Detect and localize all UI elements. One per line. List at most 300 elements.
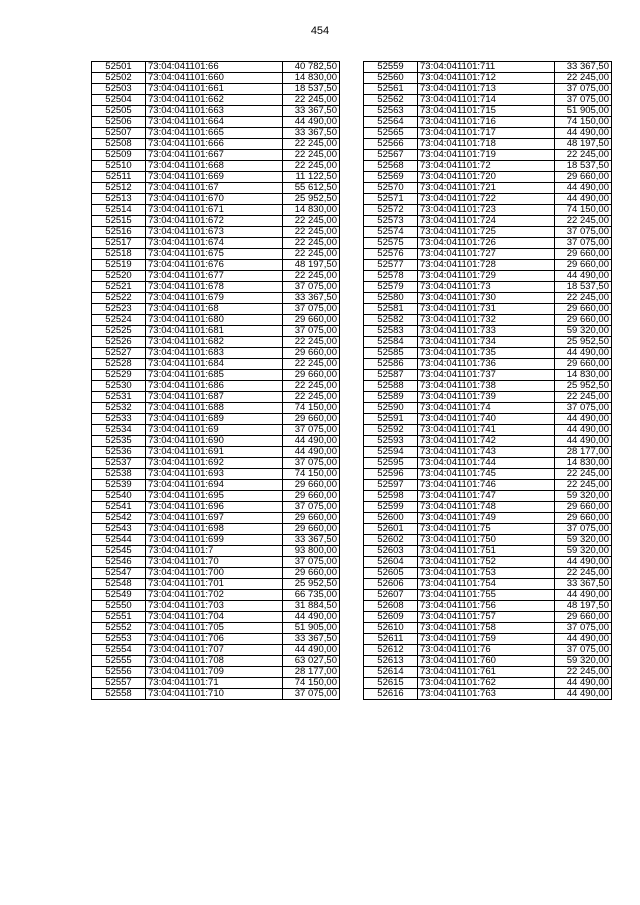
amount-cell: 29 660,00 <box>555 359 612 370</box>
amount-cell: 22 245,00 <box>283 381 340 392</box>
table-row <box>364 381 612 392</box>
row-number-cell: 52514 <box>92 205 146 216</box>
amount-cell: 33 367,50 <box>283 106 340 117</box>
table-row <box>364 502 612 513</box>
cadastral-number-cell: 73:04:041101:668 <box>146 161 283 172</box>
table-row <box>92 480 340 491</box>
table-row <box>92 546 340 557</box>
row-number-cell: 52538 <box>92 469 146 480</box>
cadastral-number-cell: 73:04:041101:663 <box>146 106 283 117</box>
amount-cell: 40 782,50 <box>283 62 340 73</box>
cadastral-number-cell: 73:04:041101:665 <box>146 128 283 139</box>
row-number-cell: 52596 <box>364 469 418 480</box>
amount-cell: 29 660,00 <box>283 315 340 326</box>
register-table-right <box>363 61 612 700</box>
row-number-cell: 52598 <box>364 491 418 502</box>
cadastral-number-cell: 73:04:041101:690 <box>146 436 283 447</box>
row-number-cell: 52580 <box>364 293 418 304</box>
amount-cell: 59 320,00 <box>555 491 612 502</box>
row-number-cell: 52537 <box>92 458 146 469</box>
amount-cell: 44 490,00 <box>555 557 612 568</box>
table-row <box>364 689 612 700</box>
cadastral-number-cell: 73:04:041101:661 <box>146 84 283 95</box>
table-row <box>92 238 340 249</box>
cadastral-number-cell: 73:04:041101:676 <box>146 260 283 271</box>
table-row <box>92 392 340 403</box>
amount-cell: 44 490,00 <box>283 612 340 623</box>
table-row <box>92 128 340 139</box>
cadastral-number-cell: 73:04:041101:741 <box>418 425 555 436</box>
table-row <box>92 414 340 425</box>
cadastral-number-cell: 73:04:041101:701 <box>146 579 283 590</box>
row-number-cell: 52616 <box>364 689 418 700</box>
amount-cell: 18 537,50 <box>283 84 340 95</box>
cadastral-number-cell: 73:04:041101:703 <box>146 601 283 612</box>
cadastral-number-cell: 73:04:041101:666 <box>146 139 283 150</box>
cadastral-number-cell: 73:04:041101:758 <box>418 623 555 634</box>
amount-cell: 33 367,50 <box>283 128 340 139</box>
cadastral-number-cell: 73:04:041101:7 <box>146 546 283 557</box>
amount-cell: 44 490,00 <box>555 590 612 601</box>
amount-cell: 22 245,00 <box>555 480 612 491</box>
amount-cell: 37 075,00 <box>555 403 612 414</box>
row-number-cell: 52593 <box>364 436 418 447</box>
amount-cell: 29 660,00 <box>283 568 340 579</box>
table-row <box>92 359 340 370</box>
amount-cell: 37 075,00 <box>555 95 612 106</box>
amount-cell: 44 490,00 <box>283 447 340 458</box>
row-number-cell: 52502 <box>92 73 146 84</box>
table-row <box>92 502 340 513</box>
row-number-cell: 52601 <box>364 524 418 535</box>
cadastral-number-cell: 73:04:041101:685 <box>146 370 283 381</box>
cadastral-number-cell: 73:04:041101:756 <box>418 601 555 612</box>
amount-cell: 25 952,50 <box>283 194 340 205</box>
amount-cell: 22 245,00 <box>555 392 612 403</box>
cadastral-number-cell: 73:04:041101:698 <box>146 524 283 535</box>
cadastral-number-cell: 73:04:041101:664 <box>146 117 283 128</box>
cadastral-number-cell: 73:04:041101:723 <box>418 205 555 216</box>
cadastral-number-cell: 73:04:041101:750 <box>418 535 555 546</box>
cadastral-number-cell: 73:04:041101:717 <box>418 128 555 139</box>
cadastral-number-cell: 73:04:041101:757 <box>418 612 555 623</box>
table-row <box>364 678 612 689</box>
cadastral-number-cell: 73:04:041101:679 <box>146 293 283 304</box>
cadastral-number-cell: 73:04:041101:705 <box>146 623 283 634</box>
row-number-cell: 52568 <box>364 161 418 172</box>
amount-cell: 29 660,00 <box>283 370 340 381</box>
row-number-cell: 52507 <box>92 128 146 139</box>
row-number-cell: 52590 <box>364 403 418 414</box>
amount-cell: 44 490,00 <box>283 117 340 128</box>
amount-cell: 33 367,50 <box>283 535 340 546</box>
row-number-cell: 52586 <box>364 359 418 370</box>
cadastral-number-cell: 73:04:041101:747 <box>418 491 555 502</box>
table-row <box>364 447 612 458</box>
amount-cell: 33 367,50 <box>283 293 340 304</box>
cadastral-number-cell: 73:04:041101:699 <box>146 535 283 546</box>
amount-cell: 29 660,00 <box>555 172 612 183</box>
table-row <box>364 667 612 678</box>
amount-cell: 37 075,00 <box>555 227 612 238</box>
table-row <box>364 95 612 106</box>
table-row <box>364 271 612 282</box>
cadastral-number-cell: 73:04:041101:724 <box>418 216 555 227</box>
row-number-cell: 52533 <box>92 414 146 425</box>
cadastral-number-cell: 73:04:041101:742 <box>418 436 555 447</box>
cadastral-number-cell: 73:04:041101:759 <box>418 634 555 645</box>
table-body <box>364 62 612 700</box>
amount-cell: 22 245,00 <box>283 271 340 282</box>
table-row <box>92 62 340 73</box>
table-row <box>92 458 340 469</box>
amount-cell: 74 150,00 <box>555 117 612 128</box>
table-row <box>364 150 612 161</box>
cadastral-number-cell: 73:04:041101:719 <box>418 150 555 161</box>
cadastral-number-cell: 73:04:041101:69 <box>146 425 283 436</box>
row-number-cell: 52602 <box>364 535 418 546</box>
row-number-cell: 52504 <box>92 95 146 106</box>
row-number-cell: 52527 <box>92 348 146 359</box>
cadastral-number-cell: 73:04:041101:682 <box>146 337 283 348</box>
row-number-cell: 52505 <box>92 106 146 117</box>
row-number-cell: 52589 <box>364 392 418 403</box>
amount-cell: 74 150,00 <box>283 678 340 689</box>
table-row <box>92 227 340 238</box>
cadastral-number-cell: 73:04:041101:760 <box>418 656 555 667</box>
cadastral-number-cell: 73:04:041101:674 <box>146 238 283 249</box>
row-number-cell: 52592 <box>364 425 418 436</box>
row-number-cell: 52520 <box>92 271 146 282</box>
amount-cell: 48 197,50 <box>283 260 340 271</box>
amount-cell: 14 830,00 <box>555 370 612 381</box>
cadastral-number-cell: 73:04:041101:675 <box>146 249 283 260</box>
row-number-cell: 52564 <box>364 117 418 128</box>
cadastral-number-cell: 73:04:041101:678 <box>146 282 283 293</box>
cadastral-number-cell: 73:04:041101:710 <box>146 689 283 700</box>
row-number-cell: 52572 <box>364 205 418 216</box>
row-number-cell: 52530 <box>92 381 146 392</box>
row-number-cell: 52532 <box>92 403 146 414</box>
table-row <box>364 656 612 667</box>
table-row <box>92 95 340 106</box>
amount-cell: 74 150,00 <box>283 469 340 480</box>
amount-cell: 59 320,00 <box>555 326 612 337</box>
row-number-cell: 52565 <box>364 128 418 139</box>
table-row <box>92 623 340 634</box>
row-number-cell: 52605 <box>364 568 418 579</box>
table-row <box>364 458 612 469</box>
table-row <box>92 370 340 381</box>
cadastral-number-cell: 73:04:041101:697 <box>146 513 283 524</box>
row-number-cell: 52528 <box>92 359 146 370</box>
cadastral-number-cell: 73:04:041101:763 <box>418 689 555 700</box>
row-number-cell: 52599 <box>364 502 418 513</box>
row-number-cell: 52526 <box>92 337 146 348</box>
table-row <box>92 667 340 678</box>
table-row <box>92 84 340 95</box>
cadastral-number-cell: 73:04:041101:740 <box>418 414 555 425</box>
cadastral-number-cell: 73:04:041101:744 <box>418 458 555 469</box>
table-row <box>364 62 612 73</box>
table-row <box>364 106 612 117</box>
cadastral-number-cell: 73:04:041101:728 <box>418 260 555 271</box>
row-number-cell: 52515 <box>92 216 146 227</box>
amount-cell: 59 320,00 <box>555 656 612 667</box>
amount-cell: 44 490,00 <box>555 414 612 425</box>
cadastral-number-cell: 73:04:041101:721 <box>418 183 555 194</box>
amount-cell: 29 660,00 <box>555 513 612 524</box>
table-row <box>92 491 340 502</box>
cadastral-number-cell: 73:04:041101:733 <box>418 326 555 337</box>
table-row <box>92 106 340 117</box>
amount-cell: 14 830,00 <box>283 73 340 84</box>
row-number-cell: 52562 <box>364 95 418 106</box>
row-number-cell: 52595 <box>364 458 418 469</box>
table-row <box>92 447 340 458</box>
table-row <box>92 678 340 689</box>
row-number-cell: 52523 <box>92 304 146 315</box>
cadastral-number-cell: 73:04:041101:686 <box>146 381 283 392</box>
cadastral-number-cell: 73:04:041101:687 <box>146 392 283 403</box>
amount-cell: 74 150,00 <box>283 403 340 414</box>
cadastral-number-cell: 73:04:041101:708 <box>146 656 283 667</box>
table-row <box>92 579 340 590</box>
cadastral-number-cell: 73:04:041101:711 <box>418 62 555 73</box>
amount-cell: 22 245,00 <box>283 238 340 249</box>
cadastral-number-cell: 73:04:041101:748 <box>418 502 555 513</box>
amount-cell: 37 075,00 <box>555 238 612 249</box>
row-number-cell: 52578 <box>364 271 418 282</box>
amount-cell: 22 245,00 <box>283 161 340 172</box>
amount-cell: 37 075,00 <box>555 623 612 634</box>
amount-cell: 48 197,50 <box>555 601 612 612</box>
table-row <box>364 590 612 601</box>
cadastral-number-cell: 73:04:041101:71 <box>146 678 283 689</box>
cadastral-number-cell: 73:04:041101:706 <box>146 634 283 645</box>
amount-cell: 33 367,50 <box>555 579 612 590</box>
table-row <box>92 590 340 601</box>
cadastral-number-cell: 73:04:041101:683 <box>146 348 283 359</box>
row-number-cell: 52510 <box>92 161 146 172</box>
table-row <box>364 601 612 612</box>
amount-cell: 22 245,00 <box>555 73 612 84</box>
cadastral-number-cell: 73:04:041101:688 <box>146 403 283 414</box>
amount-cell: 29 660,00 <box>555 502 612 513</box>
cadastral-number-cell: 73:04:041101:745 <box>418 469 555 480</box>
amount-cell: 18 537,50 <box>555 282 612 293</box>
table-row <box>364 326 612 337</box>
amount-cell: 37 075,00 <box>283 282 340 293</box>
row-number-cell: 52608 <box>364 601 418 612</box>
cadastral-number-cell: 73:04:041101:709 <box>146 667 283 678</box>
amount-cell: 14 830,00 <box>283 205 340 216</box>
row-number-cell: 52581 <box>364 304 418 315</box>
amount-cell: 22 245,00 <box>283 139 340 150</box>
amount-cell: 22 245,00 <box>555 568 612 579</box>
table-row <box>92 524 340 535</box>
row-number-cell: 52556 <box>92 667 146 678</box>
amount-cell: 37 075,00 <box>283 689 340 700</box>
row-number-cell: 52503 <box>92 84 146 95</box>
row-number-cell: 52511 <box>92 172 146 183</box>
amount-cell: 25 952,50 <box>283 579 340 590</box>
cadastral-number-cell: 73:04:041101:725 <box>418 227 555 238</box>
table-row <box>92 645 340 656</box>
cadastral-number-cell: 73:04:041101:722 <box>418 194 555 205</box>
cadastral-number-cell: 73:04:041101:671 <box>146 205 283 216</box>
cadastral-number-cell: 73:04:041101:727 <box>418 249 555 260</box>
table-row <box>92 656 340 667</box>
table-row <box>92 260 340 271</box>
table-row <box>364 139 612 150</box>
table-row <box>92 381 340 392</box>
amount-cell: 44 490,00 <box>555 634 612 645</box>
cadastral-number-cell: 73:04:041101:689 <box>146 414 283 425</box>
cadastral-number-cell: 73:04:041101:704 <box>146 612 283 623</box>
amount-cell: 44 490,00 <box>555 348 612 359</box>
row-number-cell: 52594 <box>364 447 418 458</box>
table-row <box>364 73 612 84</box>
amount-cell: 44 490,00 <box>555 678 612 689</box>
table-row <box>92 249 340 260</box>
amount-cell: 44 490,00 <box>555 194 612 205</box>
table-row <box>364 392 612 403</box>
amount-cell: 22 245,00 <box>283 249 340 260</box>
table-row <box>92 117 340 128</box>
table-row <box>92 315 340 326</box>
row-number-cell: 52567 <box>364 150 418 161</box>
table-row <box>364 645 612 656</box>
cadastral-number-cell: 73:04:041101:692 <box>146 458 283 469</box>
row-number-cell: 52550 <box>92 601 146 612</box>
cadastral-number-cell: 73:04:041101:74 <box>418 403 555 414</box>
cadastral-number-cell: 73:04:041101:700 <box>146 568 283 579</box>
cadastral-number-cell: 73:04:041101:746 <box>418 480 555 491</box>
cadastral-number-cell: 73:04:041101:72 <box>418 161 555 172</box>
amount-cell: 37 075,00 <box>283 502 340 513</box>
row-number-cell: 52551 <box>92 612 146 623</box>
amount-cell: 44 490,00 <box>555 436 612 447</box>
row-number-cell: 52531 <box>92 392 146 403</box>
cadastral-number-cell: 73:04:041101:729 <box>418 271 555 282</box>
cadastral-number-cell: 73:04:041101:660 <box>146 73 283 84</box>
row-number-cell: 52544 <box>92 535 146 546</box>
amount-cell: 29 660,00 <box>555 249 612 260</box>
cadastral-number-cell: 73:04:041101:670 <box>146 194 283 205</box>
table-row <box>364 205 612 216</box>
row-number-cell: 52506 <box>92 117 146 128</box>
table-row <box>364 491 612 502</box>
row-number-cell: 52612 <box>364 645 418 656</box>
cadastral-number-cell: 73:04:041101:762 <box>418 678 555 689</box>
table-row <box>364 194 612 205</box>
cadastral-number-cell: 73:04:041101:694 <box>146 480 283 491</box>
table-row <box>92 282 340 293</box>
row-number-cell: 52558 <box>92 689 146 700</box>
amount-cell: 37 075,00 <box>283 425 340 436</box>
amount-cell: 29 660,00 <box>283 524 340 535</box>
amount-cell: 18 537,50 <box>555 161 612 172</box>
table-row <box>364 524 612 535</box>
table-row <box>364 535 612 546</box>
cadastral-number-cell: 73:04:041101:67 <box>146 183 283 194</box>
cadastral-number-cell: 73:04:041101:736 <box>418 359 555 370</box>
cadastral-number-cell: 73:04:041101:696 <box>146 502 283 513</box>
row-number-cell: 52547 <box>92 568 146 579</box>
cadastral-number-cell: 73:04:041101:755 <box>418 590 555 601</box>
row-number-cell: 52563 <box>364 106 418 117</box>
table-row <box>364 315 612 326</box>
table-row <box>364 612 612 623</box>
table-row <box>364 546 612 557</box>
table-row <box>364 557 612 568</box>
table-row <box>364 414 612 425</box>
table-row <box>364 579 612 590</box>
row-number-cell: 52582 <box>364 315 418 326</box>
cadastral-number-cell: 73:04:041101:680 <box>146 315 283 326</box>
cadastral-number-cell: 73:04:041101:677 <box>146 271 283 282</box>
amount-cell: 22 245,00 <box>283 150 340 161</box>
amount-cell: 59 320,00 <box>555 546 612 557</box>
table-row <box>92 535 340 546</box>
table-row <box>92 139 340 150</box>
row-number-cell: 52560 <box>364 73 418 84</box>
table-row <box>92 557 340 568</box>
cadastral-number-cell: 73:04:041101:662 <box>146 95 283 106</box>
row-number-cell: 52521 <box>92 282 146 293</box>
cadastral-number-cell: 73:04:041101:735 <box>418 348 555 359</box>
cadastral-number-cell: 73:04:041101:73 <box>418 282 555 293</box>
cadastral-number-cell: 73:04:041101:752 <box>418 557 555 568</box>
table-row <box>364 183 612 194</box>
row-number-cell: 52609 <box>364 612 418 623</box>
table-row <box>92 634 340 645</box>
register-table-left <box>91 61 340 700</box>
table-row <box>92 326 340 337</box>
row-number-cell: 52552 <box>92 623 146 634</box>
cadastral-number-cell: 73:04:041101:76 <box>418 645 555 656</box>
row-number-cell: 52579 <box>364 282 418 293</box>
cadastral-number-cell: 73:04:041101:732 <box>418 315 555 326</box>
page-number: 454 <box>310 25 330 37</box>
cadastral-number-cell: 73:04:041101:739 <box>418 392 555 403</box>
row-number-cell: 52585 <box>364 348 418 359</box>
row-number-cell: 52536 <box>92 447 146 458</box>
row-number-cell: 52604 <box>364 557 418 568</box>
row-number-cell: 52518 <box>92 249 146 260</box>
amount-cell: 22 245,00 <box>283 216 340 227</box>
cadastral-number-cell: 73:04:041101:730 <box>418 293 555 304</box>
cadastral-number-cell: 73:04:041101:753 <box>418 568 555 579</box>
amount-cell: 37 075,00 <box>555 524 612 535</box>
row-number-cell: 52570 <box>364 183 418 194</box>
table-row <box>364 370 612 381</box>
amount-cell: 29 660,00 <box>283 414 340 425</box>
row-number-cell: 52549 <box>92 590 146 601</box>
row-number-cell: 52519 <box>92 260 146 271</box>
cadastral-number-cell: 73:04:041101:716 <box>418 117 555 128</box>
row-number-cell: 52566 <box>364 139 418 150</box>
table-row <box>364 304 612 315</box>
table-row <box>364 634 612 645</box>
amount-cell: 63 027,50 <box>283 656 340 667</box>
amount-cell: 48 197,50 <box>555 139 612 150</box>
amount-cell: 37 075,00 <box>555 645 612 656</box>
table-row <box>364 260 612 271</box>
row-number-cell: 52542 <box>92 513 146 524</box>
table-row <box>92 436 340 447</box>
